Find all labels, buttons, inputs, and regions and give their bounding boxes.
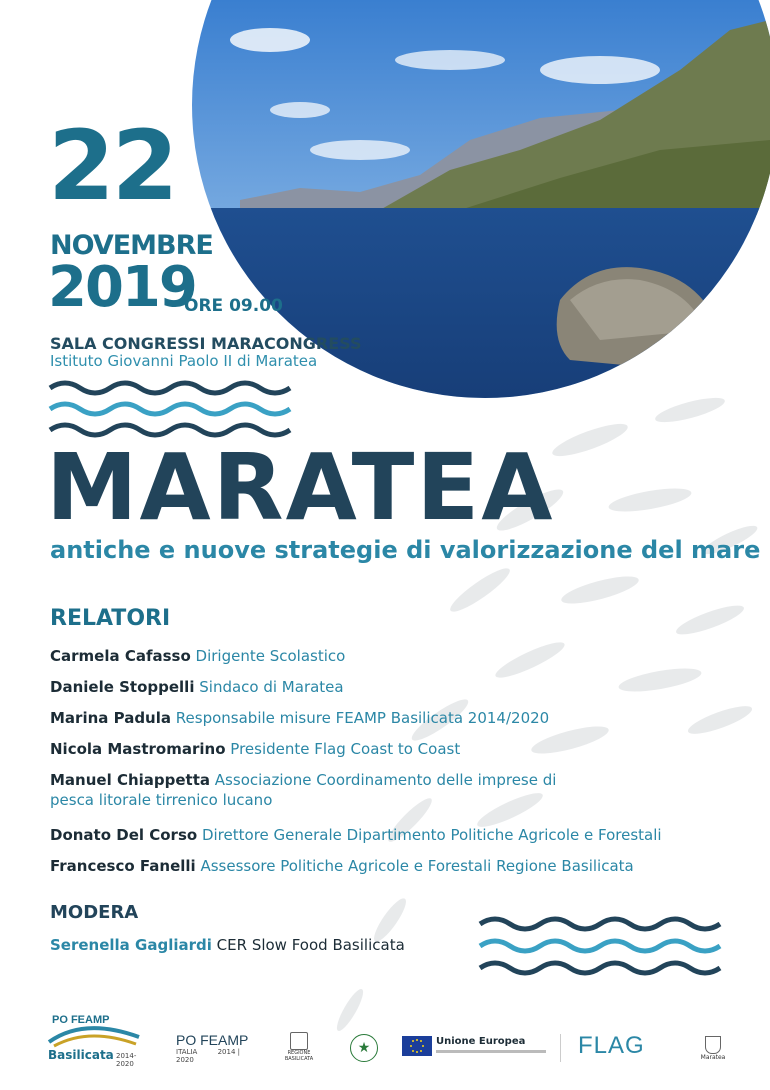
event-venue: SALA CONGRESSI MARACONGRESS <box>50 334 362 353</box>
speaker-role: Associazione Coordinamento delle imprese di <box>214 771 557 789</box>
speaker-role: Direttore Generale Dipartimento Politiche Agricole e Forestali <box>201 826 662 844</box>
speaker-name: Carmela Cafasso <box>50 647 191 665</box>
years-label: 2014 | 2020 <box>176 1048 240 1064</box>
relatori-heading: RELATORI <box>50 606 171 631</box>
ue-fund-text-line <box>436 1050 546 1053</box>
regione-basilicata-logo <box>276 1032 322 1062</box>
moderator-name: Serenella Gagliardi <box>50 936 212 954</box>
eu-flag-icon <box>402 1036 432 1056</box>
italy-emblem-icon: ★ <box>350 1034 378 1062</box>
speaker-name: Manuel Chiappetta <box>50 771 211 789</box>
speaker-role: Responsabile misure FEAMP Basilicata 2014/2020 <box>175 709 550 727</box>
basilicata-years-label: 2014-2020 <box>116 1052 137 1068</box>
speaker-role-continued: pesca litorale tirrenico lucano <box>50 790 273 809</box>
speaker-item <box>50 740 700 760</box>
po-feamp-big-label: PO FEAMP <box>52 1014 110 1026</box>
regione-label: REGIONE BASILICATA <box>284 1050 314 1062</box>
comune-maratea-logo <box>696 1036 730 1061</box>
speaker-item <box>50 709 700 729</box>
speaker-item <box>50 647 700 667</box>
logo-divider <box>560 1034 561 1062</box>
speaker-name: Francesco Fanelli <box>50 857 196 875</box>
speaker-role: Assessore Politiche Agricole e Forestali Regione Basilicata <box>200 857 634 875</box>
speaker-role: Dirigente Scolastico <box>195 647 346 665</box>
comune-crest-icon <box>705 1036 721 1054</box>
event-subtitle: antiche e nuove strategie di valorizzazione del mare <box>50 536 761 564</box>
speaker-name: Marina Padula <box>50 709 172 727</box>
speaker-item <box>50 857 700 877</box>
italia-label: ITALIA <box>176 1048 198 1056</box>
speaker-item <box>50 826 700 846</box>
event-time: ORE 09.00 <box>184 296 283 316</box>
po-feamp-label: PO FEAMP <box>176 1032 249 1048</box>
event-month: NOVEMBRE <box>50 230 213 261</box>
waves-decoration-top <box>48 378 298 440</box>
speaker-item <box>50 771 700 810</box>
event-venue-subtitle: Istituto Giovanni Paolo II di Maratea <box>50 352 318 370</box>
flag-logo-label: FLAG <box>578 1032 645 1059</box>
comune-label: Maratea <box>700 1054 726 1061</box>
modera-heading: MODERA <box>50 902 139 923</box>
event-year: 2019 <box>48 255 196 320</box>
speaker-name: Donato Del Corso <box>50 826 198 844</box>
event-title: MARATEA <box>46 434 555 541</box>
speaker-name: Daniele Stoppelli <box>50 678 195 696</box>
speaker-role: Sindaco di Maratea <box>199 678 344 696</box>
speaker-item <box>50 678 700 698</box>
po-feamp-basilicata-logo <box>44 1012 144 1068</box>
ue-label: Unione Europea <box>436 1036 526 1047</box>
waves-decoration-bottom <box>478 914 728 978</box>
speaker-role: Presidente Flag Coast to Coast <box>230 740 461 758</box>
moderator-role: CER Slow Food Basilicata <box>216 936 405 954</box>
po-feamp-logo <box>176 1032 256 1064</box>
regione-shield-icon <box>290 1032 308 1050</box>
sponsor-logos <box>0 1008 770 1090</box>
speaker-name: Nicola Mastromarino <box>50 740 226 758</box>
basilicata-label: Basilicata <box>48 1048 114 1062</box>
event-day: 22 <box>48 110 176 222</box>
